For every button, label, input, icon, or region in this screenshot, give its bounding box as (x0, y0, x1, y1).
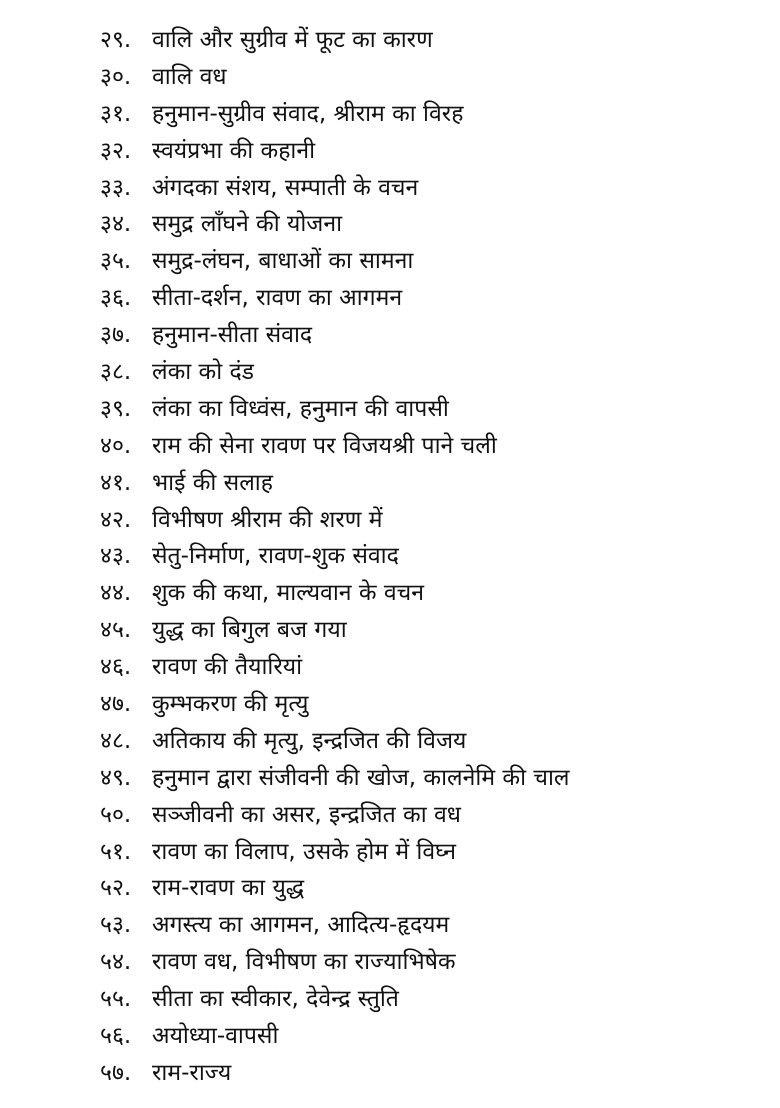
chapter-title: अंगदका संशय, सम्पाती के वचन (152, 174, 419, 201)
chapter-title: सीता का स्वीकार, देवेन्द्र स्तुति (152, 986, 399, 1013)
chapter-title: लंका को दंड (152, 359, 254, 386)
toc-entry (100, 133, 570, 170)
chapter-number: ४२. (100, 506, 132, 533)
toc-entry (100, 22, 570, 59)
toc-entry (100, 538, 570, 575)
toc-entry (100, 428, 570, 465)
chapter-title: स्वयंप्रभा की कहानी (152, 137, 316, 164)
chapter-number: ३४. (100, 211, 132, 238)
chapter-number: ४१. (100, 469, 132, 496)
chapter-title: सञ्जीवनी का असर, इन्द्रजित का वध (152, 801, 461, 828)
chapter-title: समुद्र लाँघने की योजना (152, 211, 343, 238)
chapter-title: राम-राज्य (152, 1059, 232, 1086)
toc-entry (100, 834, 570, 871)
toc-entry (100, 981, 570, 1018)
chapter-number: ३१. (100, 100, 132, 127)
chapter-number: ४७. (100, 691, 132, 718)
chapter-number: ५१. (100, 838, 132, 865)
chapter-title: भाई की सलाह (152, 469, 273, 496)
toc-entry (100, 870, 570, 907)
chapter-number: ५२. (100, 875, 132, 902)
chapter-title: विभीषण श्रीराम की शरण में (152, 506, 383, 533)
chapter-title: वालि और सुग्रीव में फूट का कारण (152, 27, 433, 53)
chapter-number: ३५. (100, 248, 132, 275)
chapter-number: ४६. (100, 654, 132, 681)
toc-entry (100, 170, 570, 207)
toc-entry (100, 280, 570, 317)
toc-entry (100, 317, 570, 354)
chapter-number: ४५. (100, 617, 132, 644)
chapter-number: २९. (100, 27, 132, 53)
chapter-number: ५०. (100, 801, 132, 828)
toc-entry (100, 944, 570, 981)
chapter-number: ३६. (100, 285, 132, 312)
toc-entry (100, 649, 570, 686)
toc-entry (100, 686, 570, 723)
toc-entry (100, 612, 570, 649)
toc-entry (100, 96, 570, 133)
chapter-number: ५७. (100, 1059, 132, 1086)
toc-entry (100, 354, 570, 391)
chapter-number: ५६. (100, 1023, 132, 1050)
chapter-title: राम की सेना रावण पर विजयश्री पाने चली (152, 432, 497, 459)
chapter-title: युद्ध का बिगुल बज गया (152, 617, 347, 644)
chapter-title: अगस्त्य का आगमन, आदित्य-हृदयम (152, 912, 450, 939)
chapter-title: अयोध्या-वापसी (152, 1023, 279, 1050)
toc-entry (100, 907, 570, 944)
chapter-number: ३०. (100, 63, 132, 90)
chapter-title: हनुमान-सीता संवाद (152, 322, 313, 349)
chapter-title: लंका का विध्वंस, हनुमान की वापसी (152, 395, 449, 422)
chapter-title: वालि वध (152, 63, 227, 90)
chapter-number: ३३. (100, 174, 132, 201)
toc-entry (100, 723, 570, 760)
chapter-title: सेतु-निर्माण, रावण-शुक संवाद (152, 543, 399, 570)
table-of-contents (100, 22, 570, 1092)
chapter-number: ३८. (100, 359, 132, 386)
toc-entry (100, 575, 570, 612)
toc-entry (100, 1018, 570, 1055)
chapter-number: ३९. (100, 395, 132, 422)
toc-entry (100, 465, 570, 502)
chapter-title: समुद्र-लंघन, बाधाओं का सामना (152, 248, 414, 275)
toc-entry (100, 502, 570, 539)
chapter-title: रावण का विलाप, उसके होम में विघ्न (152, 838, 457, 865)
toc-entry (100, 760, 570, 797)
toc-entry (100, 797, 570, 834)
chapter-number: ४८. (100, 727, 132, 754)
toc-entry (100, 391, 570, 428)
toc-entry (100, 1055, 570, 1092)
chapter-number: ५४. (100, 949, 132, 976)
chapter-number: ४९. (100, 764, 132, 791)
chapter-number: ४३. (100, 543, 132, 570)
toc-entry (100, 243, 570, 280)
toc-entry (100, 206, 570, 243)
chapter-number: ३७. (100, 322, 132, 349)
chapter-title: राम-रावण का युद्ध (152, 875, 305, 902)
chapter-number: ३२. (100, 137, 132, 164)
chapter-number: ४४. (100, 580, 132, 607)
toc-entry (100, 59, 570, 96)
chapter-title: कुम्भकरण की मृत्यु (152, 691, 309, 718)
chapter-number: ५५. (100, 986, 132, 1013)
chapter-number: ५३. (100, 912, 132, 939)
chapter-title: शुक की कथा, माल्यवान के वचन (152, 580, 425, 607)
chapter-title: रावण की तैयारियां (152, 654, 303, 681)
chapter-number: ४०. (100, 432, 132, 459)
chapter-title: हनुमान द्वारा संजीवनी की खोज, कालनेमि की चाल (152, 764, 570, 791)
chapter-title: हनुमान-सुग्रीव संवाद, श्रीराम का विरह (152, 100, 464, 127)
chapter-title: सीता-दर्शन, रावण का आगमन (152, 285, 403, 312)
chapter-title: अतिकाय की मृत्यु, इन्द्रजित की विजय (152, 727, 467, 754)
chapter-title: रावण वध, विभीषण का राज्याभिषेक (152, 949, 456, 976)
